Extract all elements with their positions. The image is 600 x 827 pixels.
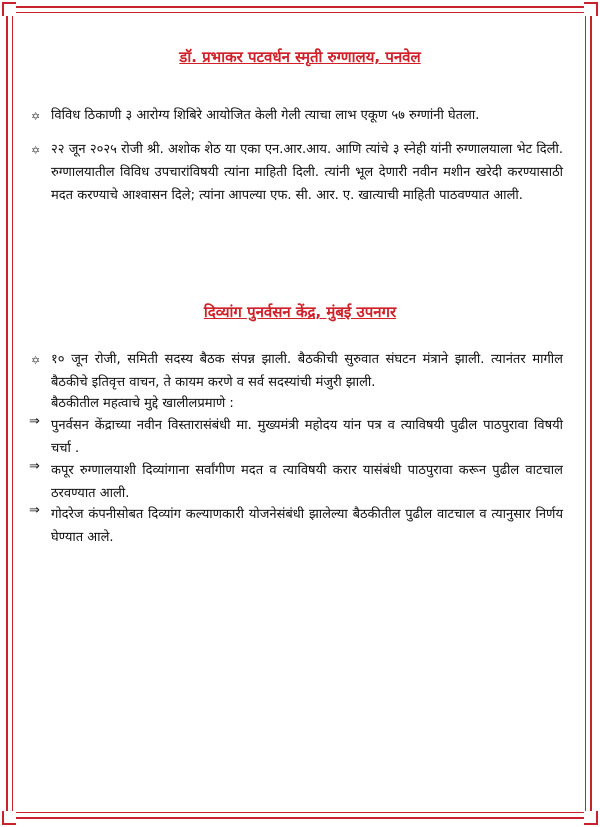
section-heading-rehab-centre: दिव्यांग पुनर्वसन केंद्र, मुंबई उपनगर: [203, 303, 397, 321]
corner-ornament: [584, 2, 598, 16]
section-heading-hospital: डॉ. प्रभाकर पटवर्धन स्मृती रुग्णालय, पनवेल: [179, 48, 421, 66]
list-item: २२ जून २०२५ रोजी श्री. अशोक शेठ या एका एन.आर.आय. आणि त्यांचे ३ स्नेही यांनी रुग्णालयाला भेट दिली. रुग्णालयातील विविध उपचारांविषयी त्यांना माहिती दिली. त्यांनी भूल देणारी नवीन मशीन खरेदी करण्यासाठी मदत करण्याचे आश्वासन दिले; त्यांना आपल्या एफ. सी. आर. ए. खात्याची माहिती पाठवण्यात आली.: [51, 142, 563, 203]
double-arrow-right-icon: ⇒: [29, 503, 40, 518]
star-bullet-icon: ✡: [31, 354, 41, 367]
star-bullet-icon: ✡: [31, 144, 41, 157]
points-label: बैठकीतील महत्वाचे मुद्दे खालीलप्रमाणे :: [51, 396, 234, 411]
corner-ornament: [584, 811, 598, 825]
list-item: विविध ठिकाणी ३ आरोग्य शिबिरे आयोजित केली गेली त्याचा लाभ एकूण ५७ रुग्णांनी घेतला.: [51, 108, 480, 123]
list-item: कपूर रुग्णालयाशी दिव्यांगाना सर्वांगीण मदत व त्याविषयी करार यासंबंधी पाठपुरावा करून पुढील वाटचाल ठरवण्यात आली.: [51, 463, 563, 501]
corner-ornament: [2, 2, 16, 16]
list-item: पुनर्वसन केंद्राच्या नवीन विस्तारासंबंधी मा. मुख्यमंत्री महोदय यांन पत्र व त्याविषयी पुढील पाठपुरावा विषयी चर्चा .: [51, 418, 563, 456]
meeting-intro: १० जून रोजी, समिती सदस्य बैठक संपन्न झाली. बैठकीची सुरुवात संघटन मंत्राने झाली. त्यानंतर मागील बैठकीचे इतिवृत्त वाचन, ते कायम करणे व सर्व सदस्यांची मंजुरी झाली.: [51, 352, 563, 390]
double-arrow-right-icon: ⇒: [29, 414, 40, 429]
list-item: गोदरेज कंपनीसोबत दिव्यांग कल्याणकारी योजनेसंबंधी झालेल्या बैठकीतील पुढील वाटचाल व त्यानुसार निर्णय घेण्यात आले.: [51, 507, 563, 545]
double-arrow-right-icon: ⇒: [29, 459, 40, 474]
corner-ornament: [2, 811, 16, 825]
star-bullet-icon: ✡: [31, 110, 41, 123]
